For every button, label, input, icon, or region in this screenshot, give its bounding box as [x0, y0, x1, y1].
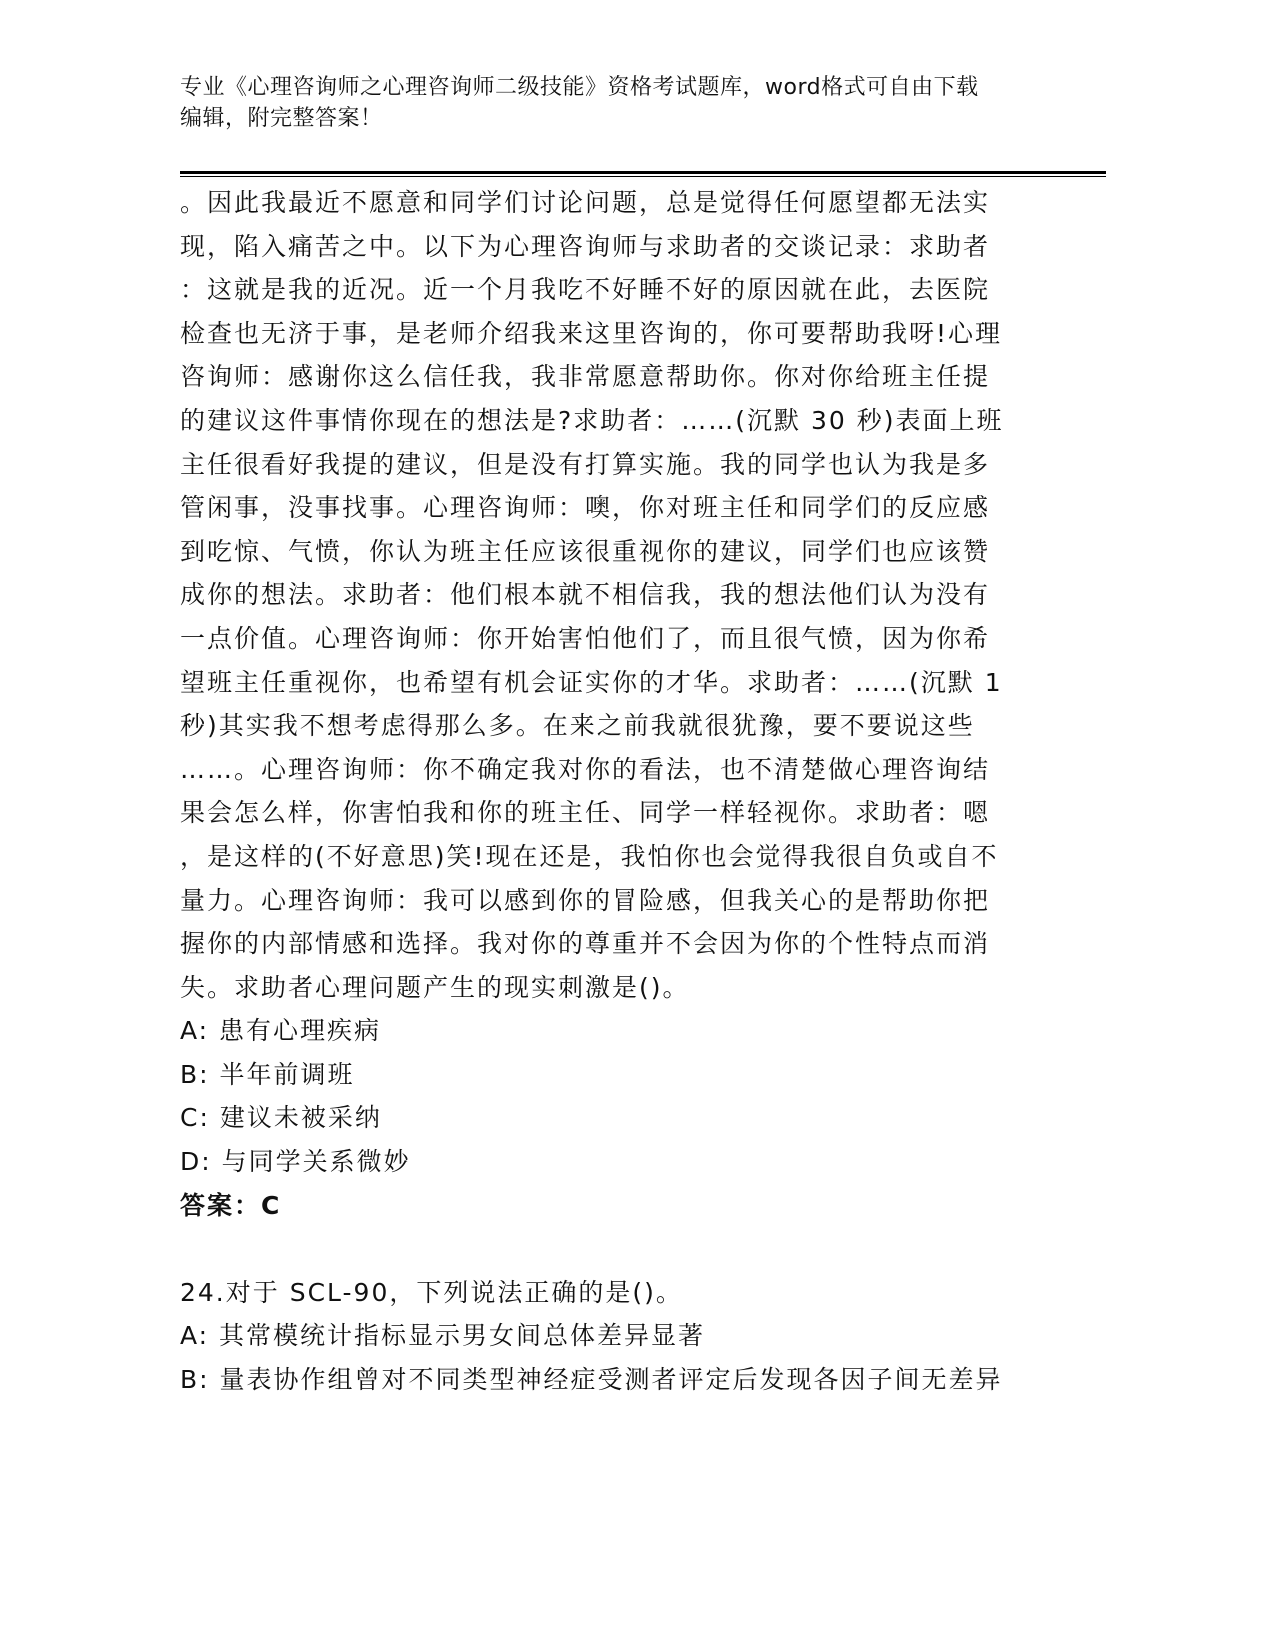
header-line: 专业《心理咨询师之心理咨询师二级技能》资格考试题库，word格式可自由下载 [180, 75, 979, 100]
stem-line: ：这就是我的近况。近一个月我吃不好睡不好的原因就在此，去医院 [180, 275, 991, 305]
question-stem: 24.对于 SCL-90，下列说法正确的是()。 [180, 1277, 683, 1307]
header-divider-thin [180, 176, 1106, 177]
question-23 [180, 181, 1003, 1227]
document-body [180, 181, 1003, 1402]
stem-line: ，是这样的(不好意思)笑!现在还是，我怕你也会觉得我很自负或自不 [180, 841, 999, 871]
option-a: A: 其常模统计指标显示男女间总体差异显著 [180, 1321, 706, 1351]
option-a: A: 患有心理疾病 [180, 1016, 382, 1046]
option-d: D: 与同学关系微妙 [180, 1147, 411, 1177]
stem-line: 果会怎么样，你害怕我和你的班主任、同学一样轻视你。求助者：嗯 [180, 798, 991, 828]
stem-line: 现，陷入痛苦之中。以下为心理咨询师与求助者的交谈记录：求助者 [180, 231, 991, 261]
spacer [180, 1227, 1003, 1271]
option-b: B: 量表协作组曾对不同类型神经症受测者评定后发现各因子间无差异 [180, 1365, 1003, 1395]
stem-line: ……。心理咨询师：你不确定我对你的看法，也不清楚做心理咨询结 [180, 754, 991, 784]
stem-line: 成你的想法。求助者：他们根本就不相信我，我的想法他们认为没有 [180, 580, 991, 610]
stem-line: 握你的内部情感和选择。我对你的尊重并不会因为你的个性特点而消 [180, 929, 991, 959]
stem-line: 咨询师：感谢你这么信任我，我非常愿意帮助你。你对你给班主任提 [180, 362, 991, 392]
option-c: C: 建议未被采纳 [180, 1103, 382, 1133]
stem-line: 主任很看好我提的建议，但是没有打算实施。我的同学也认为我是多 [180, 449, 991, 479]
stem-line: 到吃惊、气愤，你认为班主任应该很重视你的建议，同学们也应该赞 [180, 536, 991, 566]
stem-line: 望班主任重视你，也希望有机会证实你的才华。求助者：……(沉默 1 [180, 667, 1003, 697]
stem-line: 检查也无济于事，是老师介绍我来这里咨询的，你可要帮助我呀!心理 [180, 318, 1003, 348]
question-24 [180, 1271, 1003, 1402]
stem-line: 一点价值。心理咨询师：你开始害怕他们了，而且很气愤，因为你希 [180, 623, 991, 653]
answer: 答案：C [180, 1190, 282, 1220]
stem-line: 。因此我最近不愿意和同学们讨论问题，总是觉得任何愿望都无法实 [180, 188, 991, 217]
option-b: B: 半年前调班 [180, 1059, 355, 1089]
header-divider-thick [180, 171, 1106, 174]
document-header [180, 72, 979, 134]
stem-line: 管闲事，没事找事。心理咨询师：噢，你对班主任和同学们的反应感 [180, 493, 991, 523]
stem-line: 失。求助者心理问题产生的现实刺激是()。 [180, 972, 690, 1002]
stem-line: 量力。心理咨询师：我可以感到你的冒险感，但我关心的是帮助你把 [180, 885, 991, 915]
stem-line: 的建议这件事情你现在的想法是?求助者：……(沉默 30 秒)表面上班 [180, 405, 1004, 435]
stem-line: 秒)其实我不想考虑得那么多。在来之前我就很犹豫，要不要说这些 [180, 711, 975, 741]
header-line: 编辑，附完整答案！ [180, 106, 383, 131]
